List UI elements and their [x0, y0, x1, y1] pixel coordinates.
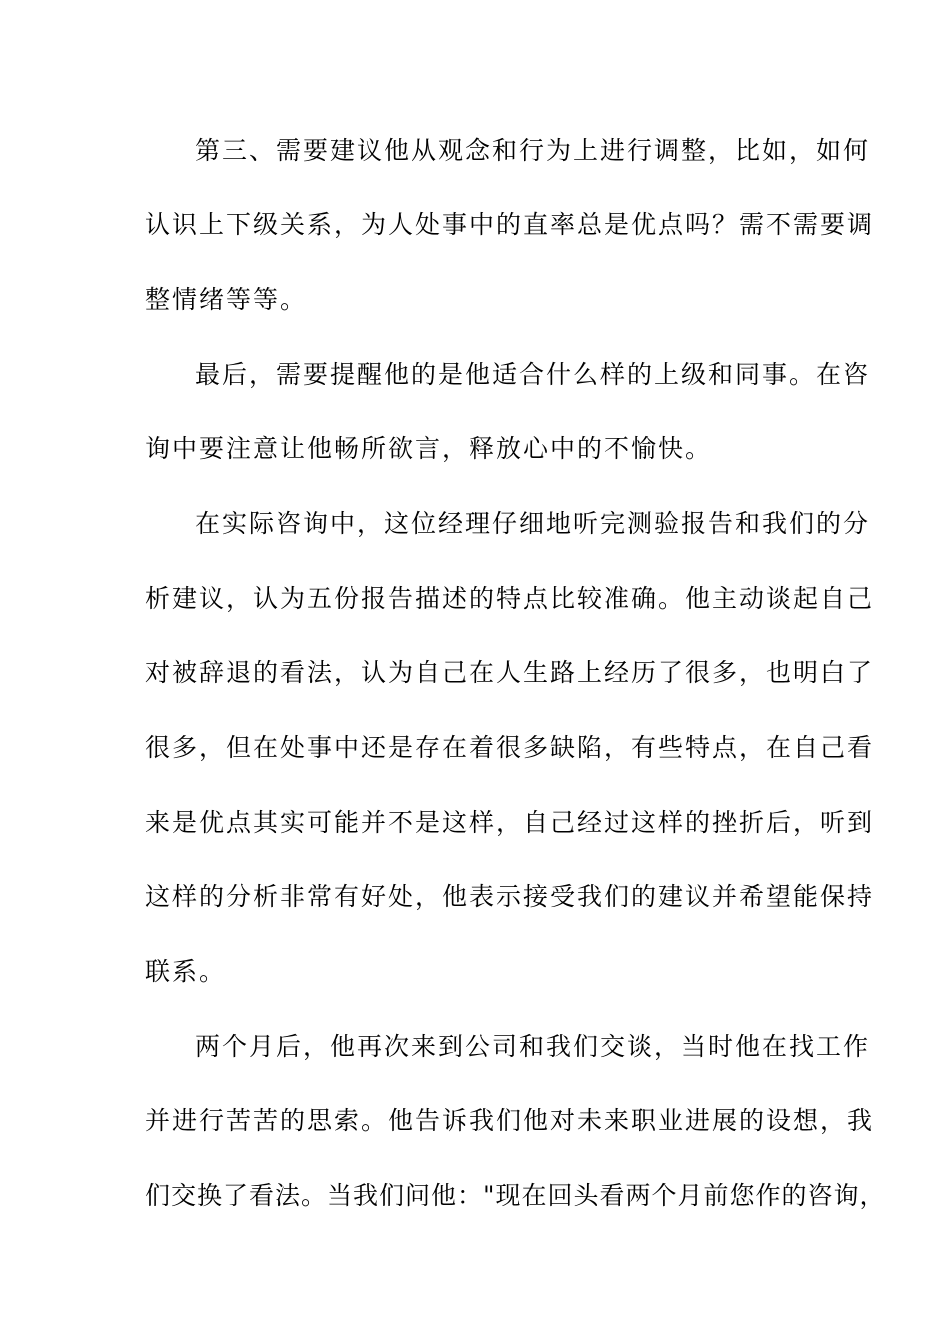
paragraph-line: 整情绪等等。	[145, 285, 308, 314]
paragraph-line: 最后，需要提醒他的是他适合什么样的上级和同事。在咨	[195, 360, 871, 389]
paragraph-line: 析建议，认为五份报告描述的特点比较准确。他主动谈起自己	[145, 584, 875, 613]
paragraph-line: 对被辞退的看法，认为自己在人生路上经历了很多，也明白了	[145, 658, 875, 687]
paragraph-line: 两个月后，他再次来到公司和我们交谈，当时他在找工作	[195, 1032, 871, 1061]
paragraph-line: 们交换了看法。当我们问他："现在回头看两个月前您作的咨询，	[145, 1181, 886, 1210]
paragraph-line: 联系。	[145, 957, 227, 986]
paragraph-line: 来是优点其实可能并不是这样，自己经过这样的挫折后，听到	[145, 808, 875, 837]
paragraph-line: 并进行苦苦的思索。他告诉我们他对未来职业进展的设想，我	[145, 1106, 875, 1135]
paragraph-line: 这样的分析非常有好处，他表示接受我们的建议并希望能保持	[145, 882, 875, 911]
paragraph-line: 在实际咨询中，这位经理仔细地听完测验报告和我们的分	[195, 509, 871, 538]
paragraph-line: 很多，但在处事中还是存在着很多缺陷，有些特点，在自己看	[145, 733, 875, 762]
paragraph-line: 认识上下级关系，为人处事中的直率总是优点吗？需不需要调	[145, 210, 875, 239]
paragraph-line: 询中要注意让他畅所欲言，释放心中的不愉快。	[145, 434, 713, 463]
paragraph-line: 第三、需要建议他从观念和行为上进行调整，比如，如何	[195, 136, 871, 165]
